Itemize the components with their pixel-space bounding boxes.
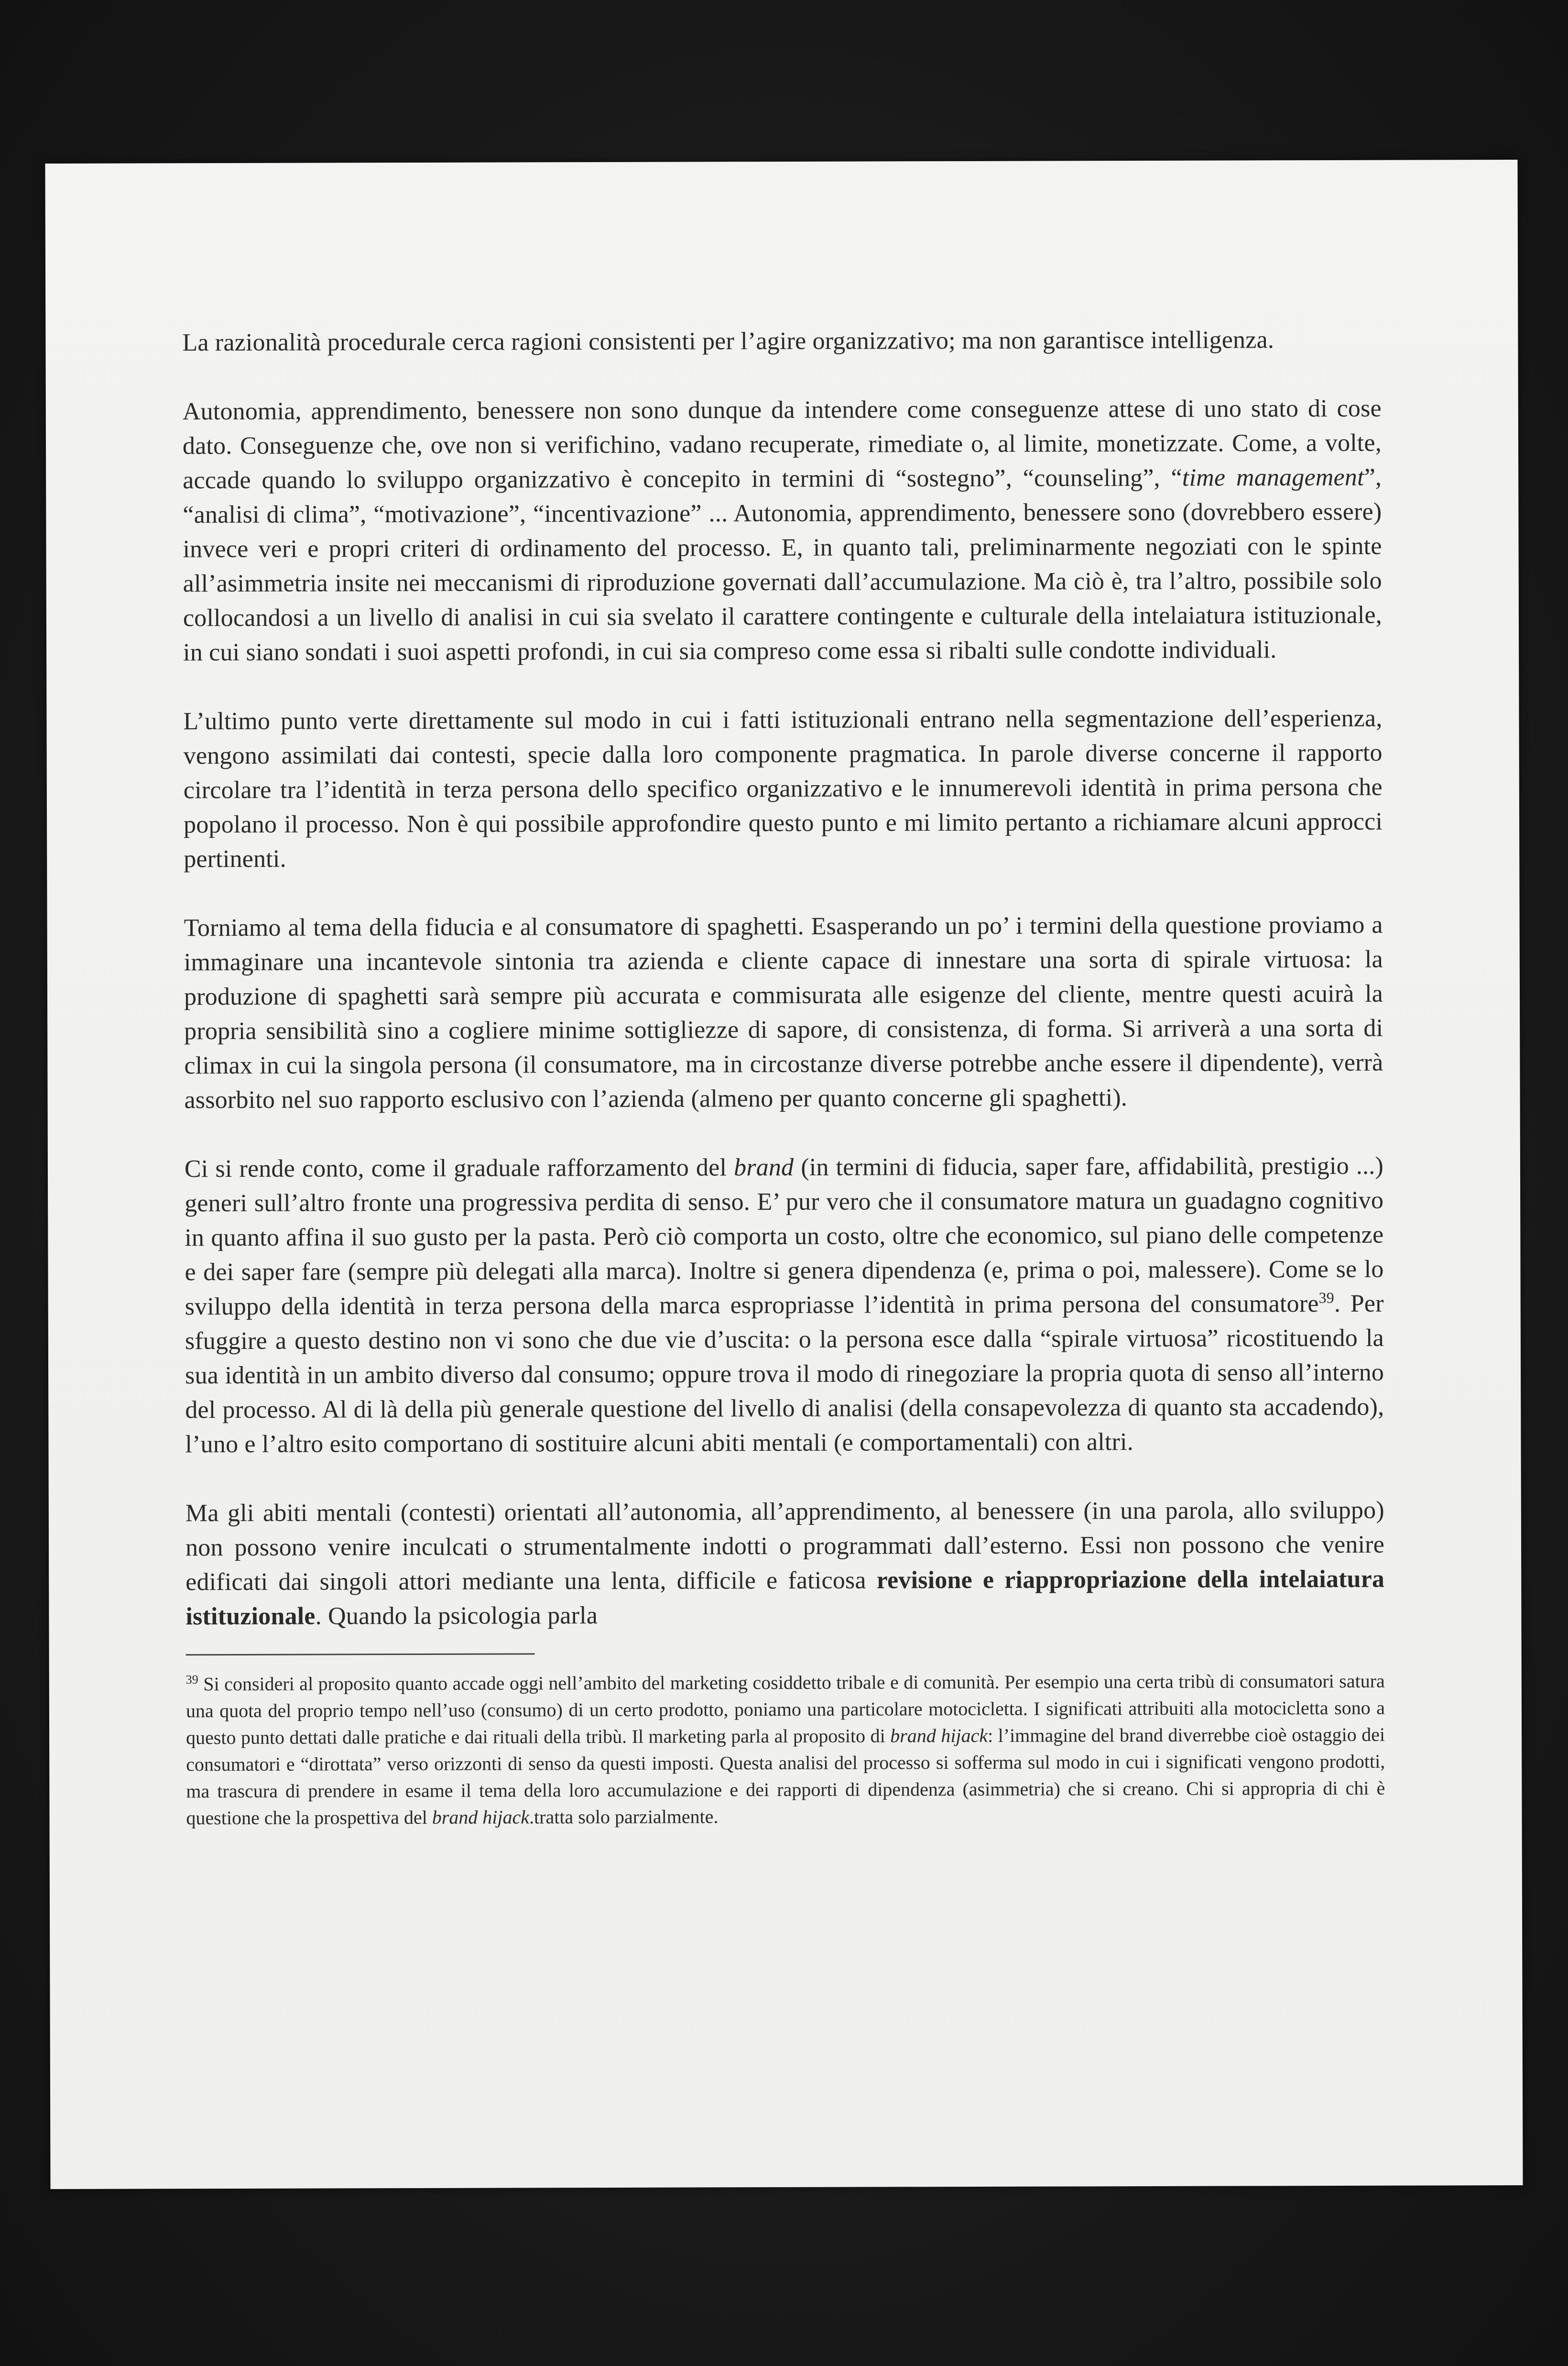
footnote-text-a: Si consideri al proposito quanto accade oggi nell’ambito del marketing cosiddetto tribale e di comunità. Per esempio una certa tribù di consumatori satura una quota del proprio tempo nell’uso (consumo) di un certo prodotto, poniamo una particolare motocicletta. I significati attribuiti alla motocicletta sono a questo punto dettati dalle pratiche e dai rituali della tribù. Il marketing parla al proposito di: [185, 1670, 1385, 1749]
footnote-text-b: : l’immagine del brand diverrebbe cioè ostaggio dei consumatori e “dirottata” verso orizzonti di senso da questi imposti. Questa analisi del processo si sofferma sul modo in cui i significati vengono prodotti, ma trascura di prendere in esame il tema della loro accumulazione e dei rapporti di dipendenza (asimmetria) che si creano. Chi si appropria di chi è questione che la prospettiva del: [186, 1723, 1385, 1829]
paragraph-3-text: L’ultimo punto verte direttamente sul modo in cui i fatti istituzionali entrano nella segmentazione dell’esperienza, vengono assimilati dai contesti, specie dalla loro componente pragmatica. In parole diverse concerne il rapporto circolare tra l’identità in terza persona dello specifico organizzativo e le innumerevoli identità in prima persona che popolano il processo. Non è qui possibile approfondire questo punto e mi limito pertanto a richiamare alcuni approcci pertinenti.: [183, 704, 1383, 873]
paragraph-4-text: Torniamo al tema della fiducia e al consumatore di spaghetti. Esasperando un po’ i termini della questione proviamo a immaginare una incantevole sintonia tra azienda e cliente capace di innestare una sorta di spirale virtuosa: la produzione di spaghetti sarà sempre più accurata e commisurata alle esigenze del cliente, mentre questi acuirà la propria sensibilità sino a cogliere minime sottigliezze di sapore, di consistenza, di forma. Si arriverà a una sorta di climax in cui la singola persona (il consumatore, ma in circostanze diverse potrebbe anche essere il dipendente), verrà assorbito nel suo rapporto esclusivo con l’azienda (almeno per quanto concerne gli spaghetti).: [184, 911, 1383, 1114]
footnote-number: 39: [185, 1672, 198, 1687]
footnote-italic-1: brand hijack: [890, 1724, 988, 1747]
footnote-39: [186, 1668, 1385, 1832]
paper-sheet: [45, 160, 1523, 2189]
paragraph-2-italic: time management: [1182, 463, 1364, 492]
paragraph-2: [183, 392, 1382, 670]
paragraph-6-bold: revisione e riappropriazione della intelaiatura istituzionale: [185, 1565, 1385, 1631]
paragraph-5-italic: brand: [733, 1153, 794, 1182]
paragraph-3: [183, 701, 1383, 877]
paragraph-5: [185, 1149, 1384, 1462]
paragraph-5-text-b: (in termini di fiducia, saper fare, affidabilità, prestigio ...) generi sull’altro fronte una progressiva perdita di senso. E’ pur vero che il consumatore matura un guadagno cognitivo in quanto affina il suo gusto per la pasta. Però ciò comporta un costo, oltre che economico, sul piano delle competenze e dei saper fare (sempre più delegati alla marca). Inoltre si genera dipendenza (e, prima o poi, malessere). Come se lo sviluppo della identità in terza persona della marca espropriasse l’identità in prima persona del consumatore: [185, 1152, 1384, 1321]
paragraph-1-text: La razionalità procedurale cerca ragioni consistenti per l’agire organizzativo; ma non garantisce intelligenza.: [182, 326, 1274, 357]
paragraph-4: [184, 908, 1383, 1118]
paragraph-2-text-b: ”, “analisi di clima”, “motivazione”, “incentivazione” ... Autonomia, apprendimento, benessere sono (dovrebbero essere) invece veri e propri criteri di ordinamento del processo. E, in quanto tali, preliminarmente negoziati con le spinte all’asimmetria insite nei meccanismi di riproduzione governati dall’accumulazione. Ma ciò è, tra l’altro, possibile solo collocandosi a un livello di analisi in cui sia svelato il carattere contingente e culturale della intelaiatura istituzionale, in cui siano sondati i suoi aspetti profondi, in cui sia compreso come essa si ribalti sulle condotte individuali.: [183, 463, 1383, 667]
paragraph-6-text-a: Ma gli abiti mentali (contesti) orientati all’autonomia, all’apprendimento, al benessere (in una parola, allo sviluppo) non possono venire inculcati o strumentalmente indotti o programmati dall’esterno. Essi non possono che venire edificati dai singoli attori mediante una lenta, difficile e faticosa: [185, 1496, 1385, 1596]
footnote-ref-39: 39: [1318, 1289, 1335, 1306]
paragraph-2-text-a: Autonomia, apprendimento, benessere non sono dunque da intendere come conseguenze attese di uno stato di cose dato. Conseguenze che, ove non si verifichino, vadano recuperate, rimediate o, al limite, monetizzate. Come, a volte, accade quando lo sviluppo organizzativo è concepito in termini di “sostegno”, “counseling”, “: [182, 394, 1382, 494]
paragraph-5-text-a: Ci si rende conto, come il graduale rafforzamento del: [184, 1154, 734, 1183]
paragraph-1: [182, 323, 1381, 361]
footnote-italic-2: brand hijack: [432, 1806, 530, 1828]
footnote-divider: [186, 1653, 535, 1655]
paragraph-5-text-c: . Per sfuggire a questo destino non vi sono che due vie d’uscita: o la persona esce dalla “spirale virtuosa” ricostituendo la sua identità in un ambito diverso dal consumo; oppure trova il modo di rinegoziare la propria quota di senso all’interno del processo. Al di là della più generale questione del livello di analisi (della consapevolezza di quanto sta accadendo), l’uno e l’altro esito comportano di sostituire alcuni abiti mentali (e comportamentali) con altri.: [185, 1290, 1384, 1458]
footnote-text-c: .tratta solo parzialmente.: [529, 1806, 719, 1828]
paragraph-6: [185, 1493, 1385, 1634]
paragraph-6-text-b: . Quando la psicologia parla: [315, 1602, 598, 1630]
page-content: [182, 323, 1385, 1832]
